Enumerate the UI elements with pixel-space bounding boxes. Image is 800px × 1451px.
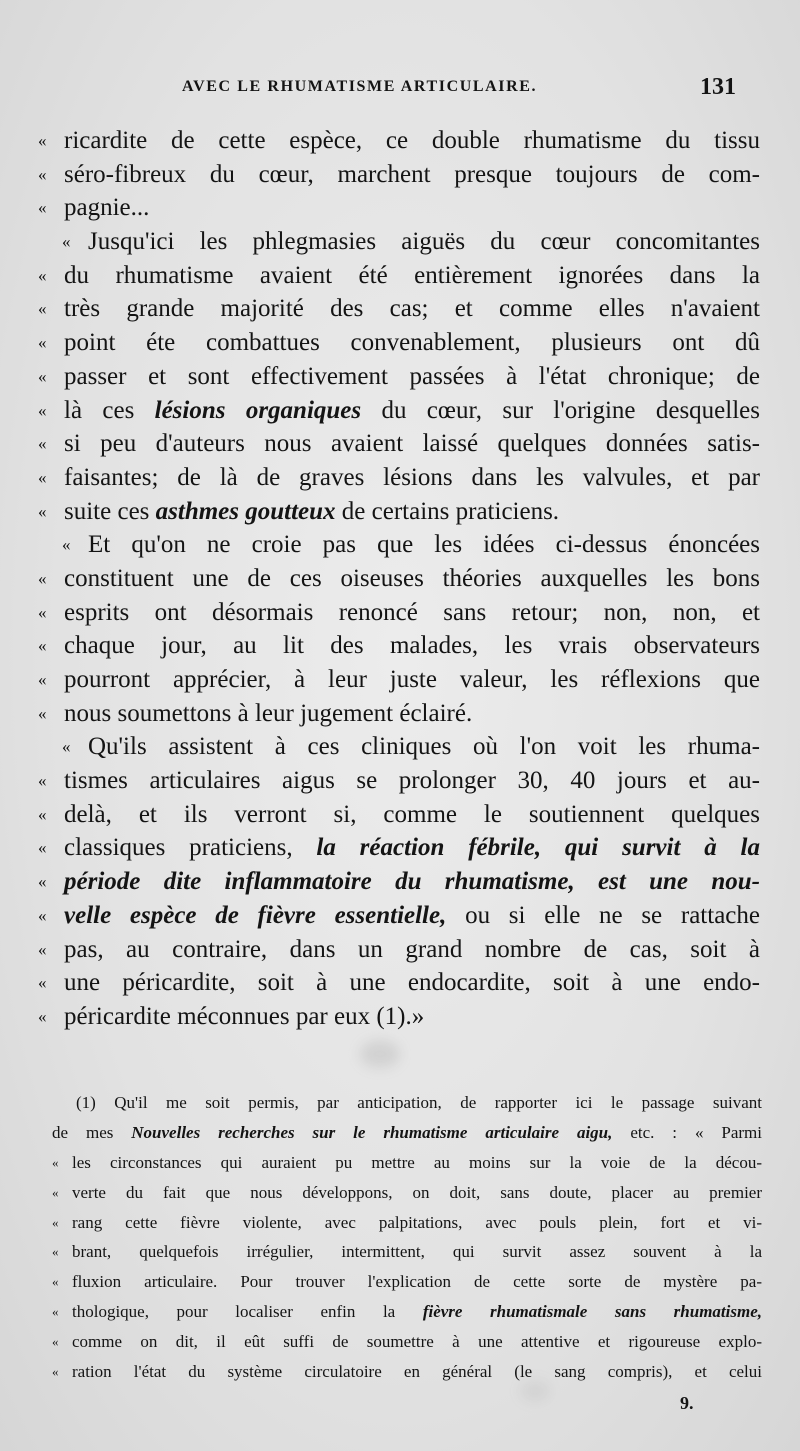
text-run: esprits ont désormais renoncé sans retour; non, non, et <box>64 598 760 626</box>
text-line <box>38 629 760 663</box>
text-run: faisantes; de là de graves lésions dans les valvules, et par <box>64 463 760 491</box>
text-line <box>38 360 760 394</box>
quote-mark: « <box>38 1006 47 1026</box>
quote-mark: « <box>52 1274 59 1290</box>
italic-text: fièvre rhumatismale sans rhumatisme, <box>422 1302 762 1322</box>
text-run: passer et sont effectivement passées à l'état chronique; de <box>64 362 760 390</box>
quote-mark: « <box>38 568 47 588</box>
text-run: pourront apprécier, à leur juste valeur, les réflexions que <box>64 666 760 693</box>
text-run: comme on dit, il eût suffi de soumettre à une attentive et rigoureuse explo- <box>72 1332 762 1352</box>
text-line <box>38 1000 760 1034</box>
italic-text: période dite inflammatoire du rhumatisme, est une nou- <box>64 868 760 896</box>
text-run: ricardite de cette espèce, ce double rhumatisme du tissu <box>64 127 760 154</box>
text-line <box>38 697 760 731</box>
quote-mark: « <box>52 1154 59 1170</box>
text-line <box>52 1297 762 1327</box>
text-line <box>38 899 760 933</box>
quote-mark: « <box>52 1334 59 1350</box>
quote-mark: « <box>38 602 47 622</box>
italic-text: velle espèce de fièvre essentielle, <box>64 901 447 929</box>
text-line <box>38 831 760 865</box>
text-line <box>52 1357 762 1387</box>
italic-text: Nouvelles recherches sur le rhumatisme articulaire aigu, <box>131 1122 613 1142</box>
page-header <box>0 74 800 104</box>
text-line <box>52 1178 762 1208</box>
text-line <box>38 865 760 899</box>
quote-mark: « <box>38 366 47 386</box>
quote-mark: « <box>38 973 47 993</box>
text-run: rang cette fièvre violente, avec palpitations, avec pouls plein, fort et vi- <box>72 1212 762 1232</box>
text-run: classiques praticiens, <box>64 834 317 862</box>
text-run: du cœur, sur l'origine desquelles <box>361 396 760 424</box>
quote-mark: « <box>38 198 47 218</box>
text-line <box>38 124 760 158</box>
text-run: Jusqu'ici les phlegmasies aiguës du cœur concomitantes <box>88 228 760 256</box>
page-number: 131 <box>700 74 736 100</box>
italic-text: lésions organiques <box>154 396 362 424</box>
text-run: ou si elle ne se rattache <box>446 901 760 929</box>
text-run: les circonstances qui auraient pu mettre au moins sur la voie de la décou- <box>72 1152 762 1172</box>
quote-mark: « <box>38 265 47 285</box>
text-line <box>38 326 760 360</box>
text-line <box>38 225 760 259</box>
quote-mark: « <box>52 1214 59 1230</box>
quote-mark: « <box>38 872 47 892</box>
quote-mark: « <box>38 771 47 791</box>
text-run: une péricardite, soit à une endocardite, soit à une endo- <box>64 969 760 997</box>
quote-mark: « <box>62 737 71 757</box>
quote-mark: « <box>38 400 47 420</box>
text-line <box>52 1327 762 1357</box>
quote-mark: « <box>38 501 47 521</box>
text-line <box>38 394 760 428</box>
quote-mark: « <box>38 299 47 319</box>
text-run: de mes <box>52 1122 132 1142</box>
quote-mark: « <box>38 131 47 150</box>
quote-mark: « <box>38 164 47 184</box>
text-line <box>38 427 760 461</box>
quote-mark: « <box>38 838 47 858</box>
italic-text: la réaction fébrile, qui survit à la <box>316 834 760 862</box>
quote-mark: « <box>38 434 47 454</box>
text-run: pagnie... <box>64 194 150 222</box>
quote-mark: « <box>52 1244 59 1260</box>
text-line <box>38 933 760 967</box>
quote-mark: « <box>38 670 47 689</box>
text-run: fluxion articulaire. Pour trouver l'explication de cette sorte de mystère pa- <box>72 1272 762 1292</box>
text-line <box>52 1088 762 1118</box>
quote-mark: « <box>62 232 71 252</box>
quote-mark: « <box>38 467 47 487</box>
quote-mark: « <box>52 1304 59 1320</box>
text-run: ration l'état du système circulatoire en général (le sang compris), et celui <box>72 1362 762 1382</box>
text-line <box>38 191 760 225</box>
italic-text: asthmes goutteux <box>155 497 336 525</box>
text-line <box>38 764 760 798</box>
text-line <box>38 663 760 697</box>
quote-mark: « <box>38 905 47 925</box>
quote-mark: « <box>38 703 47 723</box>
quote-mark: « <box>52 1184 59 1200</box>
quote-mark: « <box>38 333 47 353</box>
text-line <box>52 1267 762 1297</box>
text-run: pas, au contraire, dans un grand nombre de cas, soit à <box>64 935 760 963</box>
paper-stain <box>360 1040 400 1068</box>
text-run: Qu'ils assistent à ces cliniques où l'on voit les rhuma- <box>88 733 760 761</box>
quote-mark: « <box>38 939 47 959</box>
text-line <box>38 495 760 529</box>
footnote <box>52 1088 762 1387</box>
text-run: là ces <box>64 396 155 424</box>
text-run: nous soumettons à leur jugement éclairé. <box>64 699 473 727</box>
text-line <box>52 1118 762 1148</box>
text-run: (1) Qu'il me soit permis, par anticipation, de rapporter ici le passage suivant <box>76 1093 762 1112</box>
main-text <box>38 124 760 1034</box>
text-line <box>38 292 760 326</box>
quote-mark: « <box>38 636 47 656</box>
text-run: delà, et ils verront si, comme le soutiennent quelques <box>64 800 760 828</box>
text-line <box>38 966 760 1000</box>
text-run: constituent une de ces oiseuses théories auxquelles les bons <box>64 564 760 592</box>
running-title: AVEC LE RHUMATISME ARTICULAIRE. <box>182 78 538 95</box>
text-run: thologique, pour localiser enfin la <box>72 1302 423 1322</box>
signature-mark: 9. <box>680 1393 694 1413</box>
text-run: Et qu'on ne croie pas que les idées ci-dessus énoncées <box>88 531 760 559</box>
text-line <box>52 1148 762 1178</box>
text-run: péricardite méconnues par eux (1).» <box>64 1002 425 1030</box>
text-run: point éte combattues convenablement, plusieurs ont dû <box>64 329 760 357</box>
text-run: chaque jour, au lit des malades, les vrais observateurs <box>64 632 760 660</box>
text-line <box>38 730 760 764</box>
text-run: verte du fait que nous développons, on doit, sans doute, placer au premier <box>72 1182 762 1202</box>
text-run: si peu d'auteurs nous avaient laissé quelques données satis- <box>64 430 760 458</box>
text-line <box>38 562 760 596</box>
quote-mark: « <box>62 535 71 555</box>
text-line <box>52 1237 762 1267</box>
text-run: de certains praticiens. <box>335 497 560 525</box>
text-line <box>38 798 760 832</box>
quote-mark: « <box>52 1364 59 1380</box>
text-run: suite ces <box>64 497 156 525</box>
quote-mark: « <box>38 804 47 824</box>
text-run: du rhumatisme avaient été entièrement ignorées dans la <box>64 261 760 289</box>
text-line <box>38 158 760 192</box>
text-line <box>38 259 760 293</box>
text-run: brant, quelquefois irrégulier, intermittent, qui survit assez souvent à la <box>72 1242 762 1262</box>
text-line <box>38 596 760 630</box>
text-line <box>38 528 760 562</box>
text-line <box>38 461 760 495</box>
text-line <box>52 1208 762 1238</box>
text-run: etc. : « Parmi <box>612 1122 762 1142</box>
text-run: tismes articulaires aigus se prolonger 30, 40 jours et au- <box>64 767 760 795</box>
text-run: très grande majorité des cas; et comme elles n'avaient <box>64 295 760 323</box>
text-run: séro-fibreux du cœur, marchent presque toujours de com- <box>64 160 760 188</box>
